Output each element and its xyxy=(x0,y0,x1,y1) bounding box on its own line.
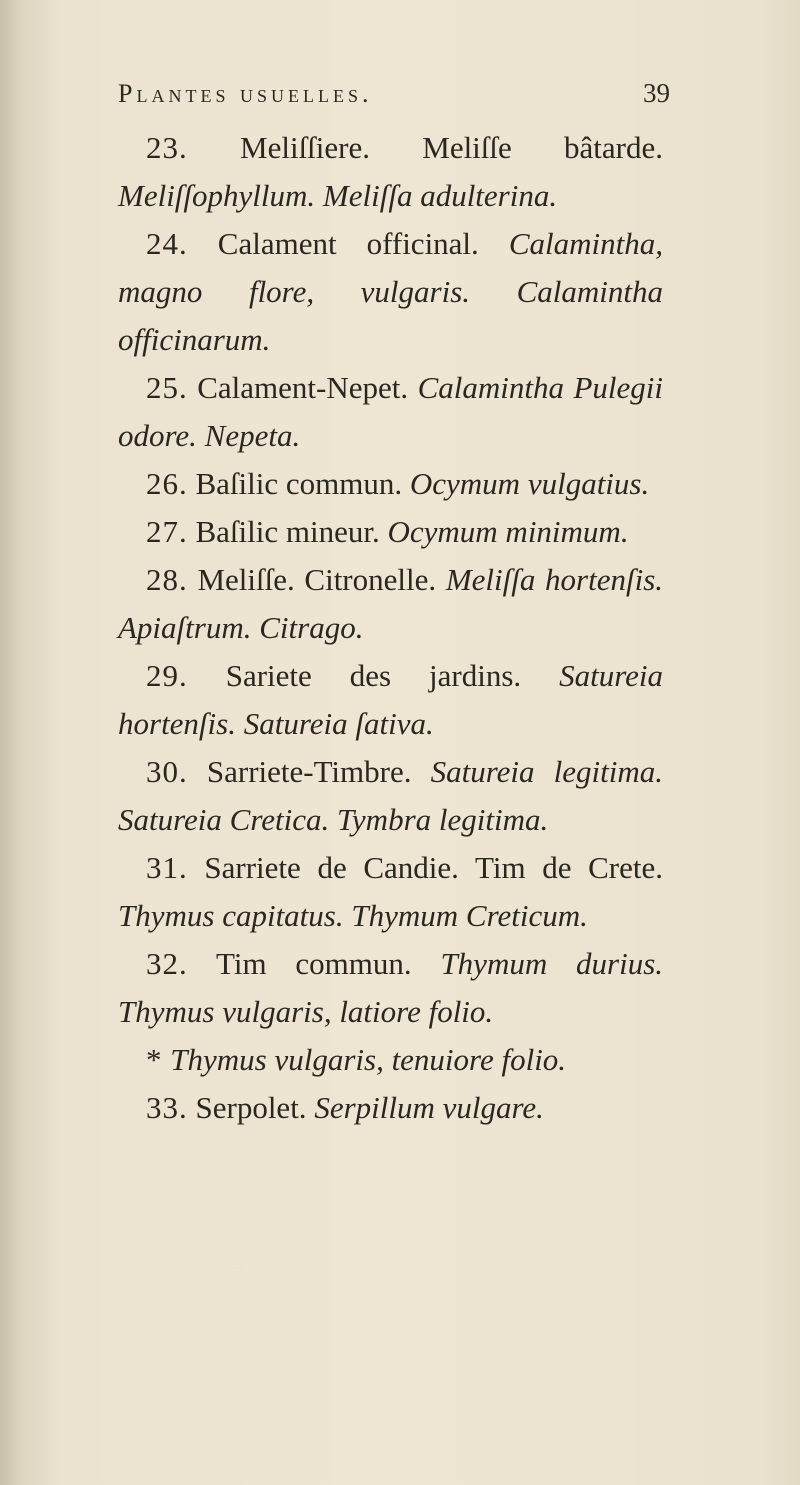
entry-french-name: Sarriete-Timbre. xyxy=(206,754,412,789)
entry-latin-name: Calamintha Pulegii odore. Nepeta. xyxy=(118,370,664,453)
entry-latin-name: Thymus capitatus. Thymum Creticum. xyxy=(118,898,588,933)
entry-number: 23. xyxy=(146,130,188,165)
entry-french-name: Baſilic mineur. xyxy=(195,514,380,549)
plant-entry xyxy=(118,844,663,940)
entry-number: 33. xyxy=(146,1090,188,1125)
entry-number: 29. xyxy=(146,658,188,693)
entry-number: 25. xyxy=(146,370,188,405)
entry-latin-name: Serpillum vulgare. xyxy=(314,1090,544,1125)
entry-french-name: Sariete des jardins. xyxy=(225,658,522,693)
plant-entry xyxy=(118,220,663,364)
entry-latin-name: Meliſſophyllum. Meliſſa adulterina. xyxy=(118,178,558,213)
entry-french-name: Meliſſe. Citronelle. xyxy=(197,562,437,597)
plant-entry xyxy=(118,364,663,460)
plant-entry xyxy=(118,748,663,844)
entry-number: 30. xyxy=(146,754,188,789)
entry-french-name: Meliſſiere. Meliſſe bâtarde. xyxy=(240,130,664,165)
entry-french-name: Calament-Nepet. xyxy=(197,370,409,405)
entry-number: 28. xyxy=(146,562,188,597)
entry-number: 31. xyxy=(146,850,188,885)
entry-french-name: Sarriete de Candie. Tim de Crete. xyxy=(204,850,663,885)
entry-french-name: Tim commun. xyxy=(216,946,412,981)
entry-french-name: Calament officinal. xyxy=(217,226,479,261)
plant-entry xyxy=(118,940,663,1036)
entry-number: 24. xyxy=(146,226,188,261)
entry-latin-name: Ocymum minimum. xyxy=(387,514,629,549)
entry-latin-name: Satureia legitima. Satureia Cretica. Tymbra legitima. xyxy=(118,754,663,837)
plant-entry xyxy=(118,652,663,748)
entry-number: 26. xyxy=(146,466,188,501)
plant-entry xyxy=(118,124,663,220)
entry-latin-name: Meliſſa hortenſis. Apiaſtrum. Citrago. xyxy=(118,562,664,645)
entry-latin-name: Thymum durius. Thymus vulgaris, latiore folio. xyxy=(118,946,664,1029)
page-header xyxy=(118,78,670,122)
entry-latin-name: Thymus vulgaris, tenuiore folio. xyxy=(170,1042,567,1077)
running-title: Plantes usuelles. xyxy=(118,79,373,108)
entry-french-name: Baſilic commun. xyxy=(195,466,403,501)
entry-marker: * xyxy=(146,1042,163,1077)
entry-latin-name: Satureia hortenſis. Satureia ſativa. xyxy=(118,658,664,741)
plant-entry xyxy=(118,1084,663,1132)
entry-latin-name: Calamintha, magno flore, vulgaris. Calamintha officinarum. xyxy=(118,226,663,357)
plant-entry xyxy=(118,556,663,652)
page-number: 39 xyxy=(643,78,670,108)
entry-french-name: Serpolet. xyxy=(195,1090,307,1125)
plant-entry xyxy=(118,508,663,556)
plant-entry xyxy=(118,460,663,508)
text-block xyxy=(118,124,663,1132)
entry-number: 32. xyxy=(146,946,188,981)
plant-entry xyxy=(118,1036,663,1084)
entry-latin-name: Ocymum vulgatius. xyxy=(409,466,650,501)
entry-number: 27. xyxy=(146,514,188,549)
